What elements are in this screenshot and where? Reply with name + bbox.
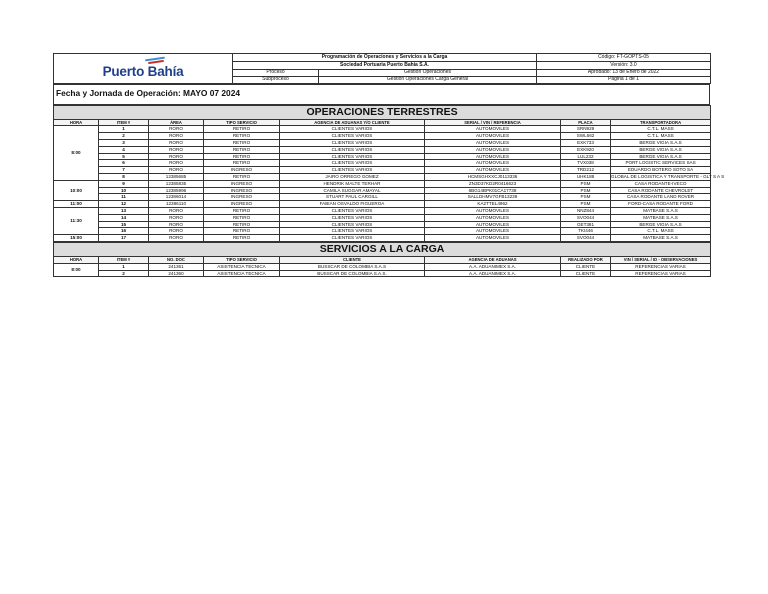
puerto-bahia-logo [103, 58, 184, 79]
ops-cell-tipo: INGRESO [204, 167, 280, 174]
date-bar [53, 84, 710, 105]
ops-cell-transp: PORT LOGISTIC SERVICES SAS [611, 160, 711, 167]
ops-cell-placa: TVX038 [561, 160, 611, 167]
table-row [54, 207, 711, 214]
ops-cell-transp: BERGE VIGIA S.A.S [611, 221, 711, 228]
ops-cell-placa: PSM [561, 194, 611, 201]
document-code: Código: FT-GOPTS-05 [537, 54, 711, 62]
document-sheet [53, 53, 725, 277]
ops-cell-placa: PSM [561, 201, 611, 208]
ops-cell-cliente: FABIAN OSVALDO FIGUEROA [280, 201, 425, 208]
ops-cell-item: 3 [99, 139, 149, 146]
table-row [54, 194, 711, 201]
approved-date: Aprobado: 13 de Enero de 2022 [537, 70, 711, 77]
subproceso-value: Gestión Operaciones Carga General [319, 76, 537, 83]
hour-cell: 8:00 [54, 126, 99, 180]
ops-cell-serial: AUTOMOVILES [425, 153, 561, 160]
srv-cell-obs: REFERENCIAS VARIAS [611, 270, 711, 277]
ops-cell-placa: SWL662 [561, 133, 611, 140]
ops-cell-placa: NNZ844 [561, 207, 611, 214]
table-row [54, 201, 711, 208]
ops-cell-cliente: STUART PAUL CARGILL [280, 194, 425, 201]
srv-cell-tipo: ASISTENCIA TECNICA [204, 270, 280, 277]
ops-cell-placa: SVO044 [561, 235, 611, 242]
ops-col-header: ÁREA [149, 119, 204, 126]
ops-cell-transp: BERGE VIGIA S.A.S [611, 139, 711, 146]
srv-cell-doc: 241360 [149, 270, 204, 277]
operaciones-column-header [54, 119, 711, 126]
ops-cell-placa: PSM [561, 180, 611, 187]
srv-cell-realizado: CLIENTE [561, 263, 611, 270]
table-row [54, 167, 711, 174]
ops-cell-placa: GET381 [561, 221, 611, 228]
ops-cell-serial: AUTOMOVILES [425, 133, 561, 140]
srv-cell-realizado: CLIENTE [561, 270, 611, 277]
ops-cell-transp: MATBASE S.A.S [611, 235, 711, 242]
srv-cell-agencia: A.A. ADUANIMEX S.A. [425, 270, 561, 277]
ops-cell-tipo: RETIRO [204, 126, 280, 133]
ops-cell-serial: AUTOMOVILES [425, 139, 561, 146]
srv-cell-obs: REFERENCIAS VARIAS [611, 263, 711, 270]
ops-cell-transp: C.T.L. MASS [611, 228, 711, 235]
ops-cell-tipo: RETIRO [204, 153, 280, 160]
ops-cell-cliente: CLIENTES VARIOS [280, 235, 425, 242]
ops-cell-area: 12385996 [149, 187, 204, 194]
ops-cell-serial: AUTOMOVILES [425, 228, 561, 235]
proceso-value: Gestión Operaciones [319, 70, 537, 77]
ops-cell-item: 16 [99, 228, 149, 235]
ops-cell-transp: C.T.L. MASS [611, 133, 711, 140]
table-row [54, 187, 711, 194]
ops-cell-tipo: RETIRO [204, 221, 280, 228]
ops-cell-transp: BERGE VIGIA S.A.S [611, 146, 711, 153]
ops-cell-transp: GLOBAL DE LOGISTICA Y TRANSPORTE - GLT S A S [611, 173, 725, 179]
ops-cell-transp: CASA RODANTE CHEVROLET [611, 187, 711, 194]
ops-cell-serial: AUTOMOVILES [425, 221, 561, 228]
table-row [54, 221, 711, 228]
ops-cell-tipo: RETIRO [204, 133, 280, 140]
srv-col-header: CLIENTE [280, 256, 425, 263]
ops-cell-serial: AUTOMOVILES [425, 160, 561, 167]
ops-cell-item: 14 [99, 214, 149, 221]
ops-col-header: TRANSPORTADORA [611, 119, 711, 126]
table-row [54, 139, 711, 146]
ops-cell-cliente: CLIENTES VARIOS [280, 167, 425, 174]
operation-date: Fecha y Jornada de Operación: MAYO 07 2024 [54, 84, 710, 104]
ops-cell-area: RORO [149, 153, 204, 160]
ops-cell-item: 11 [99, 194, 149, 201]
ops-cell-serial: SALLDHMV7GFB13239 [425, 194, 561, 201]
table-row [54, 214, 711, 221]
ops-cell-serial: AUTOMOVILES [425, 126, 561, 133]
ops-cell-area: RORO [149, 221, 204, 228]
ops-cell-item: 13 [99, 207, 149, 214]
ops-col-header: PLACA [561, 119, 611, 126]
ops-cell-cliente: CLIENTES VARIOS [280, 126, 425, 133]
ops-cell-serial: HCMSGHXXCJ0113336 [425, 173, 561, 180]
ops-cell-area: RORO [149, 235, 204, 242]
ops-cell-transp: BERGE VIGIA S.A.S [611, 153, 711, 160]
ops-cell-transp: C.T.L. MASS [611, 126, 711, 133]
servicios-table [53, 242, 711, 277]
ops-cell-serial: 6BG14BPK01CA17738 [425, 187, 561, 194]
srv-col-header: AGENCIA DE ADUANAS [425, 256, 561, 263]
ops-cell-area: RORO [149, 207, 204, 214]
ops-cell-cliente: CLIENTES VARIOS [280, 139, 425, 146]
ops-cell-item: 7 [99, 167, 149, 174]
ops-cell-area: RORO [149, 214, 204, 221]
ops-cell-cliente: CLIENTES VARIOS [280, 160, 425, 167]
table-row [54, 133, 711, 140]
servicios-column-header [54, 256, 711, 263]
ops-cell-area: RORO [149, 228, 204, 235]
ops-cell-cliente: HENDRIK MALTE TERHAR [280, 180, 425, 187]
ops-cell-item: 4 [99, 146, 149, 153]
srv-col-header: REALIZADO POR [561, 256, 611, 263]
ops-cell-area: RORO [149, 133, 204, 140]
company-name: Sociedad Portuaria Puerto Bahía S.A. [233, 62, 537, 70]
operaciones-table [53, 105, 725, 242]
ops-cell-area: RORO [149, 126, 204, 133]
ops-cell-area: RORO [149, 139, 204, 146]
hour-cell: 10:00 [54, 180, 99, 200]
ops-cell-placa: SVO044 [561, 214, 611, 221]
srv-col-header: NO. DOC [149, 256, 204, 263]
ops-cell-serial: AUTOMOVILES [425, 235, 561, 242]
ops-cell-tipo: RETIRO [204, 173, 280, 180]
operaciones-title: OPERACIONES TERRESTRES [54, 105, 711, 119]
logo-text: Puerto Bahía [102, 63, 184, 79]
hour-cell: 15:00 [54, 235, 99, 242]
ops-cell-serial: AUTOMOVILES [425, 214, 561, 221]
ops-cell-item: 8 [99, 173, 149, 180]
srv-cell-item: 1 [99, 263, 149, 270]
ops-col-header: ITEM # [99, 119, 149, 126]
ops-cell-item: 12 [99, 201, 149, 208]
ops-cell-tipo: RETIRO [204, 228, 280, 235]
hour-cell: 11:00 [54, 201, 99, 208]
ops-cell-cliente: CLIENTES VARIOS [280, 146, 425, 153]
ops-cell-cliente: CLIENTES VARIOS [280, 207, 425, 214]
ops-cell-serial: AUTOMOVILES [425, 167, 561, 174]
table-row [54, 160, 711, 167]
srv-cell-agencia: A.A. ADUANIMEX S.A. [425, 263, 561, 270]
ops-cell-placa: TRD212 [561, 167, 611, 174]
srv-cell-cliente: BUSSCAR DE COLOMBIA S.A.S [280, 263, 425, 270]
subproceso-label: Subproceso [233, 76, 319, 83]
srv-cell-tipo: ASISTENCIA TECNICA [204, 263, 280, 270]
document-version: Versión: 3.0 [537, 62, 711, 70]
hour-cell: 8:00 [54, 263, 99, 277]
ops-cell-area: 12386110 [149, 201, 204, 208]
srv-col-header: VIN / SERIAL / ID - OBSERVACIONES [611, 256, 711, 263]
ops-cell-area: 12386014 [149, 194, 204, 201]
table-row [54, 270, 711, 277]
ops-cell-serial: AUTOMOVILES [425, 146, 561, 153]
ops-col-header: TIPO SERVICIO [204, 119, 280, 126]
ops-cell-transp: FORD-CASA RODANTE FORD [611, 201, 711, 208]
ops-cell-area: RORO [149, 160, 204, 167]
ops-cell-transp: EDUARDO BOTERO SOTO SA [611, 167, 711, 174]
ops-cell-cliente: CLIENTES VARIOS [280, 153, 425, 160]
ops-col-header: AGENCIA DE ADUANAS Y/O CLIENTE [280, 119, 425, 126]
ops-cell-placa: UHK188 [561, 173, 611, 180]
ops-cell-placa: PSM [561, 187, 611, 194]
ops-cell-transp: CASA RODANTE LAND ROVER [611, 194, 711, 201]
ops-cell-tipo: RETIRO [204, 235, 280, 242]
ops-cell-placa: EXK733 [561, 139, 611, 146]
ops-cell-transp: MATBASE S.A.S [611, 207, 711, 214]
proceso-label: Proceso [233, 70, 319, 77]
srv-cell-item: 2 [99, 270, 149, 277]
ops-cell-area: 12385835 [149, 180, 204, 187]
ops-cell-cliente: CLIENTES VARIOS [280, 221, 425, 228]
ops-cell-item: 10 [99, 187, 149, 194]
logo-swoosh-icon [145, 58, 167, 65]
srv-col-header: TIPO SERVICIO [204, 256, 280, 263]
ops-cell-tipo: INGRESO [204, 180, 280, 187]
ops-cell-tipo: RETIRO [204, 139, 280, 146]
table-row [54, 228, 711, 235]
ops-cell-placa: SRN929 [561, 126, 611, 133]
ops-cell-placa: LUL232 [561, 153, 611, 160]
ops-cell-cliente: CLIENTES VARIOS [280, 214, 425, 221]
ops-cell-serial: KA2TTEL4962 [425, 201, 561, 208]
ops-cell-serial: AUTOMOVILES [425, 207, 561, 214]
ops-cell-tipo: RETIRO [204, 207, 280, 214]
table-row [54, 146, 711, 153]
table-row [54, 173, 711, 180]
page-number: Página 1 de 1 [537, 76, 711, 83]
ops-cell-item: 1 [99, 126, 149, 133]
srv-cell-cliente: BUSSCAR DE COLOMBIA S.A.S. [280, 270, 425, 277]
ops-cell-serial: ZN3D37KD2R0416623 [425, 180, 561, 187]
document-title: Programación de Operaciones y Servicios a la Carga [233, 54, 537, 62]
document-header [53, 53, 711, 84]
ops-cell-area: 12385685 [149, 173, 204, 180]
ops-cell-area: RORO [149, 146, 204, 153]
ops-cell-item: 5 [99, 153, 149, 160]
ops-cell-item: 2 [99, 133, 149, 140]
hour-cell: 11:30 [54, 207, 99, 234]
table-row [54, 263, 711, 270]
ops-cell-tipo: RETIRO [204, 160, 280, 167]
servicios-title: SERVICIOS A LA CARGA [54, 242, 711, 256]
ops-cell-item: 9 [99, 180, 149, 187]
ops-col-header: HORA [54, 119, 99, 126]
ops-cell-item: 6 [99, 160, 149, 167]
ops-cell-area: RORO [149, 167, 204, 174]
ops-cell-tipo: INGRESO [204, 194, 280, 201]
logo-cell [54, 54, 233, 84]
ops-cell-tipo: INGRESO [204, 201, 280, 208]
ops-cell-tipo: RETIRO [204, 214, 280, 221]
srv-col-header: ITEM # [99, 256, 149, 263]
ops-cell-cliente: CLIENTES VARIOS [280, 133, 425, 140]
ops-cell-placa: EXK920 [561, 146, 611, 153]
ops-cell-tipo: INGRESO [204, 187, 280, 194]
ops-cell-cliente: CLIENTES VARIOS [280, 228, 425, 235]
table-row [54, 235, 711, 242]
ops-cell-item: 15 [99, 221, 149, 228]
table-row [54, 180, 711, 187]
ops-cell-item: 17 [99, 235, 149, 242]
ops-cell-transp: CASA RODANTE-IVECO [611, 180, 711, 187]
ops-cell-transp: MATBASE S.A.S [611, 214, 711, 221]
table-row [54, 153, 711, 160]
ops-col-header: SERIAL / VIN / REFERENCIA [425, 119, 561, 126]
srv-cell-doc: 241361 [149, 263, 204, 270]
srv-col-header: HORA [54, 256, 99, 263]
ops-cell-cliente: CAMILA SUGGAR AMAYAL [280, 187, 425, 194]
ops-cell-cliente: JAIRO ORREGO GOMEZ [280, 173, 425, 180]
ops-cell-placa: TKI446 [561, 228, 611, 235]
ops-cell-tipo: RETIRO [204, 146, 280, 153]
table-row [54, 126, 711, 133]
